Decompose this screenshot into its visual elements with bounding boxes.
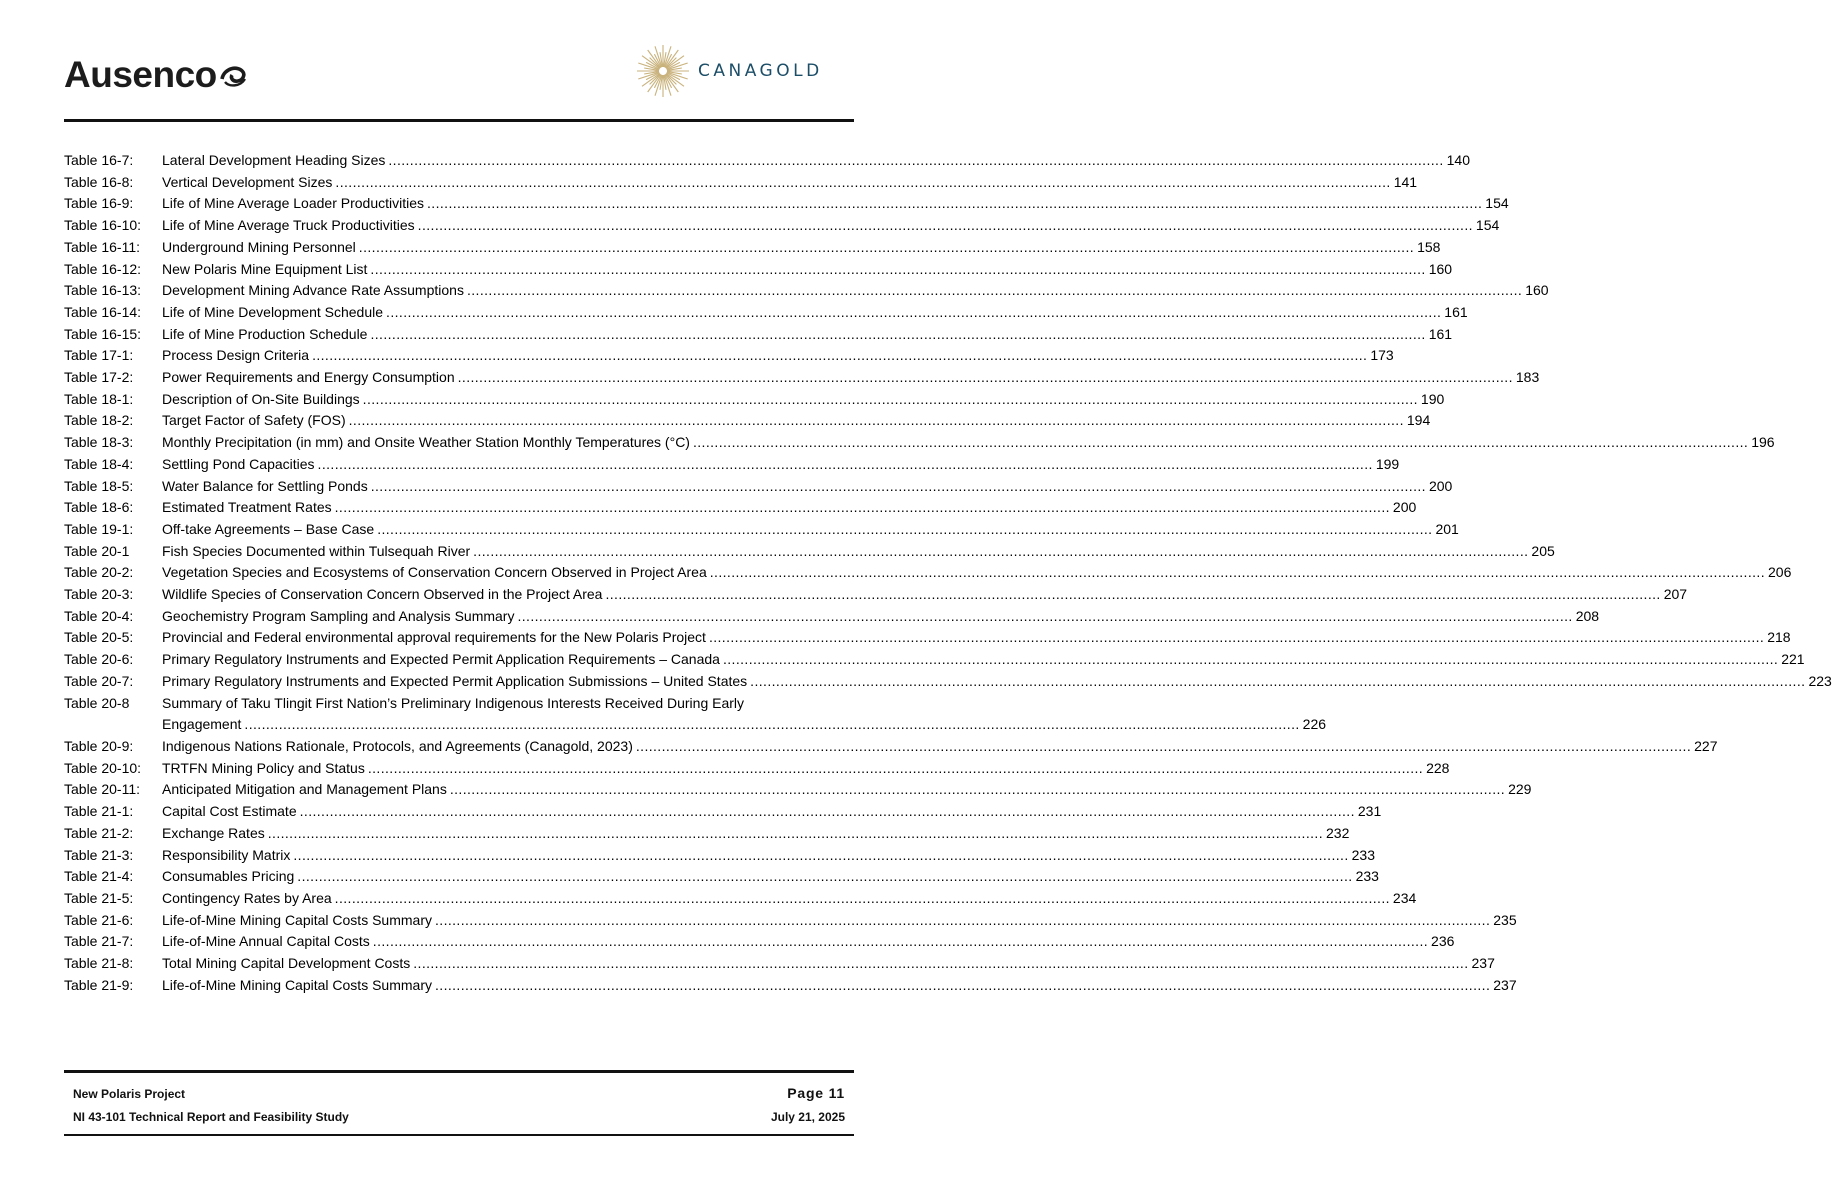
toc-entry-title: Wildlife Species of Conservation Concern Observed in the Project Area bbox=[162, 586, 603, 603]
toc-entry-title-wrap bbox=[162, 150, 1444, 172]
dot-leader-wrap bbox=[241, 714, 1299, 736]
footer-rule-top bbox=[64, 1070, 854, 1073]
toc-entry[interactable] bbox=[64, 280, 1549, 302]
toc-entry-number: Table 16-11: bbox=[64, 238, 141, 255]
toc-entry[interactable] bbox=[64, 324, 1453, 346]
toc-entry-page: 221 bbox=[1781, 651, 1805, 668]
toc-entry-title-wrap bbox=[162, 454, 1373, 476]
toc-entry-number: Table 20-10: bbox=[64, 759, 142, 776]
footer-rule-bottom bbox=[64, 1134, 854, 1136]
toc-entry[interactable] bbox=[64, 627, 1791, 649]
dot-leader bbox=[335, 888, 1390, 910]
toc-entry-title-wrap bbox=[162, 193, 1482, 215]
toc-entry-title: Vertical Development Sizes bbox=[162, 173, 333, 190]
toc-entry-number: Table 21-8: bbox=[64, 955, 134, 972]
dot-leader bbox=[297, 866, 1352, 888]
toc-entry[interactable] bbox=[64, 801, 1382, 823]
toc-entry-page: 140 bbox=[1446, 152, 1470, 168]
toc-entry[interactable] bbox=[64, 172, 1418, 194]
dot-leader bbox=[293, 845, 1348, 867]
toc-entry-number: Table 20-2: bbox=[64, 564, 134, 581]
toc-entry[interactable] bbox=[64, 541, 1555, 563]
toc-entry[interactable] bbox=[64, 432, 1775, 454]
toc-entry-title-line2: Engagement bbox=[162, 716, 242, 733]
toc-entry-page: 237 bbox=[1471, 955, 1495, 972]
toc-entry-number: Table 18-3: bbox=[64, 434, 134, 451]
toc-entry-number: Table 21-2: bbox=[64, 824, 134, 841]
footer-project: New Polaris Project bbox=[73, 1087, 186, 1101]
dot-leader bbox=[349, 410, 1404, 432]
toc-entry-number: Table 21-1: bbox=[64, 803, 134, 820]
list-of-tables bbox=[64, 150, 1832, 996]
toc-entry-title-line1: Summary of Taku Tlingit First Nation’s Preliminary Indigenous Interests Received During Early bbox=[162, 694, 745, 711]
toc-entry-page: 232 bbox=[1326, 824, 1350, 841]
toc-entry[interactable] bbox=[64, 823, 1350, 845]
toc-entry-title: Estimated Treatment Rates bbox=[162, 499, 332, 516]
canagold-logo-text: CANAGOLD bbox=[698, 61, 823, 81]
toc-entry[interactable] bbox=[64, 150, 1470, 172]
toc-entry[interactable] bbox=[64, 845, 1375, 867]
dot-leader bbox=[693, 432, 1748, 454]
toc-entry-number: Table 21-3: bbox=[64, 846, 134, 863]
dot-leader bbox=[450, 779, 1505, 801]
toc-entry-number: Table 21-5: bbox=[64, 889, 134, 906]
toc-entry[interactable] bbox=[64, 649, 1805, 671]
toc-entry[interactable] bbox=[64, 410, 1431, 432]
toc-entry-number: Table 16-14: bbox=[64, 303, 142, 320]
toc-entry-number: Table 16-8: bbox=[64, 173, 134, 190]
toc-entry-title-wrap bbox=[162, 410, 1404, 432]
toc-entry-title: New Polaris Mine Equipment List bbox=[162, 260, 368, 277]
toc-entry-title-wrap bbox=[162, 562, 1765, 584]
toc-entry-title-wrap bbox=[162, 931, 1428, 953]
toc-entry[interactable] bbox=[64, 345, 1394, 367]
toc-entry-number: Table 18-4: bbox=[64, 455, 134, 472]
toc-entry[interactable] bbox=[64, 779, 1532, 801]
toc-entry-page: 158 bbox=[1417, 238, 1441, 255]
ausenco-swoosh-icon bbox=[218, 60, 248, 90]
toc-entry-title: Power Requirements and Energy Consumption bbox=[162, 369, 455, 386]
toc-entry-number: Table 20-8 bbox=[64, 694, 130, 711]
toc-entry-page: 235 bbox=[1493, 911, 1517, 928]
toc-entry-title-wrap bbox=[162, 866, 1353, 888]
toc-entry-title-wrap bbox=[162, 172, 1391, 194]
toc-entry-page: 207 bbox=[1663, 586, 1688, 603]
toc-entry-title: Off-take Agreements – Base Case bbox=[162, 520, 375, 537]
toc-entry-title-wrap bbox=[162, 758, 1423, 780]
toc-entry-title: Geochemistry Program Sampling and Analysis Summary bbox=[162, 607, 515, 624]
toc-entry-number: Table 18-2: bbox=[64, 412, 134, 429]
toc-entry-title-wrap bbox=[162, 302, 1441, 324]
toc-entry-page: 233 bbox=[1355, 868, 1379, 885]
toc-entry-title: Responsibility Matrix bbox=[162, 846, 291, 863]
header-rule bbox=[64, 119, 854, 122]
toc-entry[interactable] bbox=[64, 562, 1792, 584]
toc-entry-title-wrap bbox=[162, 779, 1505, 801]
toc-entry[interactable] bbox=[64, 910, 1517, 932]
dot-leader bbox=[377, 519, 1432, 541]
toc-entry-page: 227 bbox=[1694, 737, 1718, 754]
toc-entry-page: 231 bbox=[1357, 803, 1382, 820]
toc-entry-title-wrap bbox=[162, 649, 1778, 671]
toc-entry[interactable] bbox=[64, 302, 1468, 324]
dot-leader bbox=[268, 823, 1323, 845]
toc-entry-title-wrap bbox=[162, 389, 1418, 411]
footer-date: July 21, 2025 bbox=[770, 1110, 845, 1124]
toc-entry-page: 200 bbox=[1428, 477, 1453, 494]
toc-entry-title: Monthly Precipitation (in mm) and Onsite Weather Station Monthly Temperatures (°C) bbox=[162, 434, 690, 451]
toc-entry-page: 236 bbox=[1431, 933, 1455, 950]
toc-entry-number: Table 17-1: bbox=[64, 347, 134, 364]
toc-entry-title: Life-of-Mine Mining Capital Costs Summary bbox=[162, 976, 432, 993]
toc-entry-page: 160 bbox=[1525, 282, 1549, 299]
toc-entry[interactable] bbox=[64, 193, 1509, 215]
canagold-sunburst-icon bbox=[636, 40, 690, 102]
toc-entry[interactable] bbox=[64, 736, 1718, 758]
dot-leader bbox=[359, 237, 1414, 259]
toc-entry-page: 233 bbox=[1351, 846, 1375, 863]
footer-page-number: Page 11 bbox=[787, 1085, 845, 1101]
dot-leader bbox=[473, 541, 1528, 563]
toc-entry-number: Table 18-5: bbox=[64, 477, 134, 494]
toc-entry-page: 205 bbox=[1531, 542, 1555, 559]
toc-entry-title-wrap bbox=[162, 432, 1748, 454]
toc-entry[interactable] bbox=[64, 866, 1379, 888]
toc-entry-title-wrap bbox=[162, 693, 1326, 736]
toc-entry-number: Table 20-1 bbox=[64, 542, 130, 559]
dot-leader bbox=[370, 259, 1425, 281]
toc-entry[interactable] bbox=[64, 215, 1500, 237]
toc-entry-title-wrap bbox=[162, 888, 1390, 910]
toc-entry-title-wrap bbox=[162, 975, 1490, 997]
toc-entry-title: Capital Cost Estimate bbox=[162, 803, 297, 820]
toc-entry-number: Table 20-5: bbox=[64, 629, 134, 646]
toc-entry-number: Table 20-11: bbox=[64, 781, 141, 798]
toc-entry-title: Settling Pond Capacities bbox=[162, 455, 315, 472]
toc-entry-page: 208 bbox=[1575, 607, 1600, 624]
toc-entry-title-wrap bbox=[162, 259, 1426, 281]
toc-entry-page: 200 bbox=[1392, 499, 1417, 516]
dot-leader bbox=[335, 172, 1390, 194]
toc-entry-number: Table 16-12: bbox=[64, 260, 142, 277]
toc-entry-number: Table 20-9: bbox=[64, 737, 134, 754]
toc-entry-number: Table 19-1: bbox=[64, 520, 134, 537]
toc-entry-number: Table 21-4: bbox=[64, 868, 134, 885]
toc-entry-page: 154 bbox=[1475, 217, 1500, 234]
toc-entry-page: 160 bbox=[1428, 260, 1453, 277]
toc-entry-number: Table 16-9: bbox=[64, 195, 134, 212]
toc-entry-number: Table 20-6: bbox=[64, 651, 134, 668]
toc-entry-number: Table 20-7: bbox=[64, 672, 134, 689]
toc-entry-title: Exchange Rates bbox=[162, 824, 265, 841]
toc-entry-title: Life of Mine Development Schedule bbox=[162, 303, 384, 320]
toc-entry[interactable] bbox=[64, 693, 1327, 736]
toc-entry-number: Table 21-9: bbox=[64, 976, 134, 993]
toc-entry-title: Water Balance for Settling Ponds bbox=[162, 477, 368, 494]
toc-entry-title: Consumables Pricing bbox=[162, 868, 295, 885]
toc-entry-page: 173 bbox=[1370, 347, 1394, 364]
toc-entry-page: 161 bbox=[1428, 325, 1453, 342]
dot-leader bbox=[418, 215, 1473, 237]
toc-entry-title: Provincial and Federal environmental approval requirements for the New Polaris Project bbox=[162, 629, 706, 646]
dot-leader bbox=[300, 801, 1355, 823]
toc-entry-page: 234 bbox=[1392, 889, 1417, 906]
toc-entry-title: TRTFN Mining Policy and Status bbox=[162, 759, 365, 776]
toc-entry[interactable] bbox=[64, 975, 1517, 997]
toc-entry-number: Table 16-10: bbox=[64, 217, 142, 234]
toc-entry-number: Table 16-7: bbox=[64, 152, 134, 168]
toc-entry-title: Underground Mining Personnel bbox=[162, 238, 356, 255]
toc-entry[interactable] bbox=[64, 519, 1459, 541]
dot-leader bbox=[244, 714, 1299, 736]
toc-entry-title: Process Design Criteria bbox=[162, 347, 310, 364]
toc-entry-number: Table 20-3: bbox=[64, 586, 134, 603]
dot-leader bbox=[723, 649, 1778, 671]
toc-entry-page: 201 bbox=[1435, 520, 1459, 537]
toc-entry-title: Life-of-Mine Annual Capital Costs bbox=[162, 933, 370, 950]
toc-entry-page: 161 bbox=[1444, 303, 1468, 320]
toc-entry-number: Table 20-4: bbox=[64, 607, 134, 624]
toc-entry-title-wrap bbox=[162, 627, 1764, 649]
toc-entry[interactable] bbox=[64, 367, 1540, 389]
dot-leader bbox=[363, 389, 1418, 411]
dot-leader bbox=[636, 736, 1691, 758]
dot-leader bbox=[710, 562, 1765, 584]
toc-entry[interactable] bbox=[64, 237, 1441, 259]
toc-entry-number: Table 21-7: bbox=[64, 933, 134, 950]
toc-entry-title: Primary Regulatory Instruments and Expected Permit Application Requirements – Canada bbox=[162, 651, 720, 668]
toc-entry-title: Life of Mine Average Loader Productivities bbox=[162, 195, 425, 212]
toc-entry[interactable] bbox=[64, 454, 1400, 476]
toc-entry-title: Total Mining Capital Development Costs bbox=[162, 955, 411, 972]
toc-entry-title: Anticipated Mitigation and Management Plans bbox=[162, 781, 447, 798]
footer-report-title: NI 43-101 Technical Report and Feasibility Study bbox=[73, 1110, 349, 1124]
toc-entry[interactable] bbox=[64, 931, 1455, 953]
toc-entry-title: Vegetation Species and Ecosystems of Conservation Concern Observed in Project Area bbox=[162, 564, 707, 581]
dot-leader bbox=[386, 302, 1441, 324]
toc-entry-page: 228 bbox=[1426, 759, 1450, 776]
toc-entry[interactable] bbox=[64, 953, 1495, 975]
toc-entry[interactable] bbox=[64, 584, 1688, 606]
toc-entry-title-wrap bbox=[162, 237, 1414, 259]
toc-entry-title: Description of On-Site Buildings bbox=[162, 390, 360, 407]
dot-leader bbox=[388, 150, 1443, 172]
toc-entry-number: Table 16-13: bbox=[64, 282, 142, 299]
toc-entry[interactable] bbox=[64, 476, 1453, 498]
toc-entry-title-wrap bbox=[162, 736, 1691, 758]
toc-entry-title: Life of Mine Production Schedule bbox=[162, 325, 368, 342]
toc-entry-page: 194 bbox=[1406, 412, 1431, 429]
dot-leader bbox=[335, 497, 1390, 519]
toc-entry-page: 199 bbox=[1375, 455, 1400, 472]
toc-entry-title: Contingency Rates by Area bbox=[162, 889, 332, 906]
toc-entry-title-wrap bbox=[162, 280, 1522, 302]
toc-entry-number: Table 18-1: bbox=[64, 390, 134, 407]
toc-entry-title-wrap bbox=[162, 953, 1469, 975]
toc-entry-title-wrap bbox=[162, 845, 1349, 867]
dot-leader bbox=[435, 975, 1490, 997]
toc-entry-title-line2-wrap bbox=[162, 714, 1326, 736]
dot-leader bbox=[427, 193, 1482, 215]
dot-leader bbox=[750, 671, 1805, 693]
toc-entry-page: 196 bbox=[1751, 434, 1775, 451]
toc-entry-title: Indigenous Nations Rationale, Protocols, and Agreements (Canagold, 2023) bbox=[162, 737, 633, 754]
toc-entry-title-wrap bbox=[162, 324, 1426, 346]
toc-entry-page: 206 bbox=[1768, 564, 1792, 581]
toc-entry-page: 190 bbox=[1420, 390, 1445, 407]
toc-entry-title: Target Factor of Safety (FOS) bbox=[162, 412, 346, 429]
dot-leader bbox=[318, 454, 1373, 476]
toc-entry-title: Life-of-Mine Mining Capital Costs Summary bbox=[162, 911, 432, 928]
toc-entry-title: Fish Species Documented within Tulsequah River bbox=[162, 542, 471, 559]
toc-entry-number: Table 21-6: bbox=[64, 911, 134, 928]
toc-entry-page: 226 bbox=[1302, 716, 1327, 733]
toc-entry-title-wrap bbox=[162, 519, 1432, 541]
toc-entry[interactable] bbox=[64, 671, 1832, 693]
toc-entry-page: 154 bbox=[1485, 195, 1509, 212]
toc-entry-title-wrap bbox=[162, 497, 1390, 519]
toc-entry-title: Lateral Development Heading Sizes bbox=[162, 152, 386, 168]
dot-leader bbox=[467, 280, 1522, 302]
toc-entry-page: 218 bbox=[1767, 629, 1791, 646]
dot-leader bbox=[435, 910, 1490, 932]
toc-entry[interactable] bbox=[64, 389, 1445, 411]
toc-entry-title-wrap bbox=[162, 801, 1355, 823]
dot-leader bbox=[709, 627, 1764, 649]
toc-entry-page: 237 bbox=[1493, 976, 1517, 993]
dot-leader bbox=[312, 345, 1367, 367]
dot-leader bbox=[517, 606, 1572, 628]
toc-entry-number: Table 17-2: bbox=[64, 369, 134, 386]
toc-entry-title-wrap bbox=[162, 671, 1805, 693]
toc-entry-title-wrap bbox=[162, 584, 1661, 606]
toc-entry-title-wrap bbox=[162, 823, 1323, 845]
toc-entry-title: Development Mining Advance Rate Assumptions bbox=[162, 282, 464, 299]
dot-leader bbox=[413, 953, 1468, 975]
dot-leader bbox=[371, 476, 1426, 498]
dot-leader bbox=[368, 758, 1423, 780]
toc-entry-title-wrap bbox=[162, 215, 1473, 237]
toc-entry-title-wrap bbox=[162, 367, 1513, 389]
dot-leader bbox=[605, 584, 1660, 606]
toc-entry[interactable] bbox=[64, 758, 1450, 780]
toc-entry-title-wrap bbox=[162, 606, 1573, 628]
toc-entry[interactable] bbox=[64, 259, 1453, 281]
canagold-logo bbox=[636, 40, 823, 102]
toc-entry-number: Table 18-6: bbox=[64, 499, 134, 516]
dot-leader bbox=[458, 367, 1513, 389]
toc-entry-page: 141 bbox=[1393, 173, 1418, 190]
toc-entry-title-wrap bbox=[162, 345, 1367, 367]
toc-entry-page: 229 bbox=[1508, 781, 1532, 798]
toc-entry-title-wrap bbox=[162, 910, 1490, 932]
toc-entry-page: 223 bbox=[1808, 672, 1832, 689]
toc-entry-page: 183 bbox=[1515, 369, 1540, 386]
toc-entry-title: Life of Mine Average Truck Productivities bbox=[162, 217, 415, 234]
toc-entry[interactable] bbox=[64, 497, 1417, 519]
ausenco-logo bbox=[64, 56, 248, 93]
dot-leader bbox=[373, 931, 1428, 953]
toc-entry-title: Primary Regulatory Instruments and Expected Permit Application Submissions – United States bbox=[162, 672, 748, 689]
toc-entry-number: Table 16-15: bbox=[64, 325, 142, 342]
toc-entry-title-wrap bbox=[162, 541, 1528, 563]
toc-entry[interactable] bbox=[64, 888, 1417, 910]
ausenco-logo-text: Ausenco bbox=[64, 54, 217, 95]
toc-entry-title-wrap bbox=[162, 476, 1426, 498]
toc-entry[interactable] bbox=[64, 606, 1600, 628]
dot-leader bbox=[370, 324, 1425, 346]
